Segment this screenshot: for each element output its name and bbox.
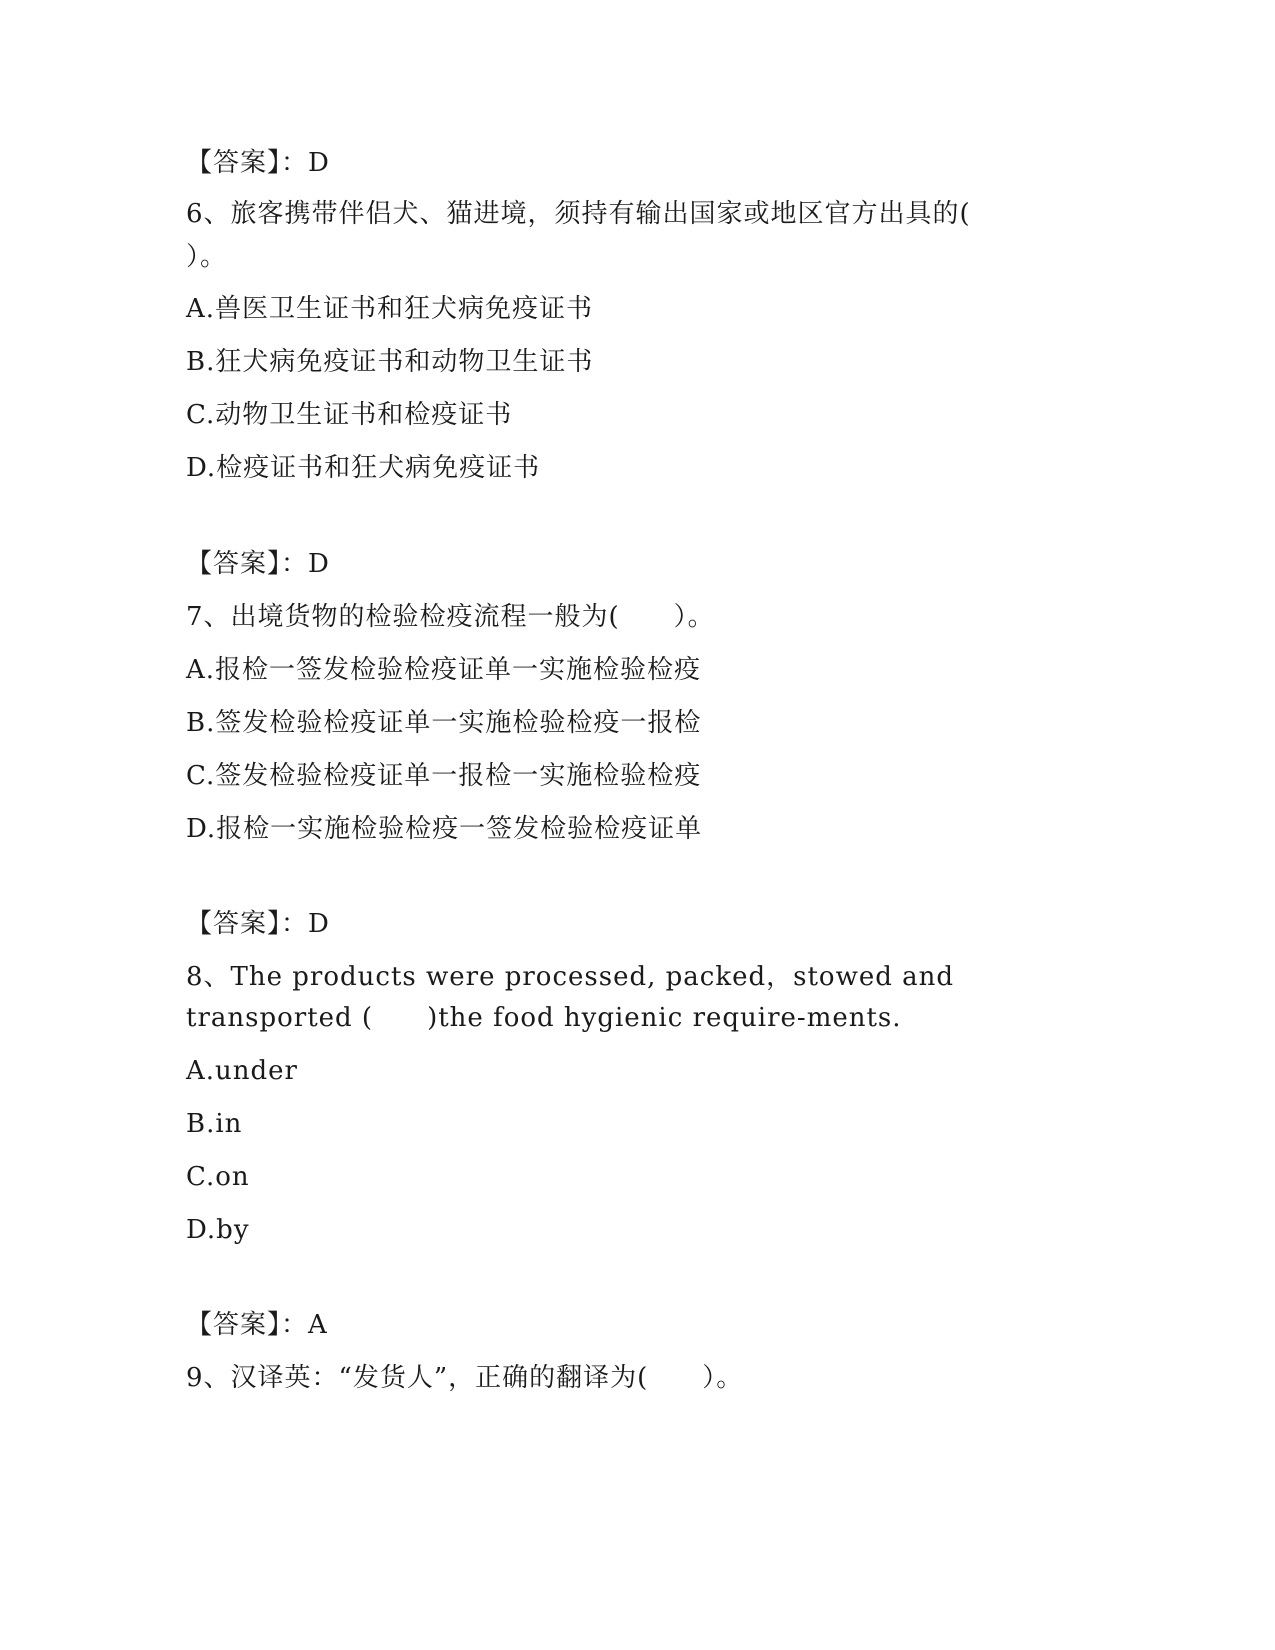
- option-8d: D.by: [186, 1215, 250, 1245]
- question-9: 9、汉译英：“发货人”，正确的翻译为( ）。: [186, 1363, 744, 1393]
- answer-7: 【答案】：D: [186, 909, 330, 939]
- option-8c: C.on: [186, 1162, 250, 1192]
- answer-8: 【答案】：A: [186, 1310, 328, 1340]
- option-7d: D.报检一实施检验检疫一签发检验检疫证单: [186, 814, 703, 844]
- question-6-line-2: ）。: [186, 242, 228, 272]
- option-7b: B.签发检验检疫证单一实施检验检疫一报检: [186, 708, 702, 738]
- option-8a: A.under: [186, 1056, 298, 1086]
- question-8-line-2: transported ( )the food hygienic require-ments.: [186, 1003, 902, 1033]
- question-8-line-1: 8、The products were processed, packed，stowed and: [186, 962, 955, 992]
- option-7a: A.报检一签发检验检疫证单一实施检验检疫: [186, 655, 702, 685]
- option-6d: D.检疫证书和狂犬病免疫证书: [186, 453, 541, 483]
- option-6b: B.狂犬病免疫证书和动物卫生证书: [186, 347, 594, 377]
- option-6c: C.动物卫生证书和检疫证书: [186, 400, 513, 430]
- answer-6: 【答案】：D: [186, 549, 330, 579]
- option-8b: B.in: [186, 1109, 243, 1139]
- answer-5: 【答案】：D: [186, 148, 330, 178]
- option-6a: A.兽医卫生证书和狂犬病免疫证书: [186, 294, 594, 324]
- option-7c: C.签发检验检疫证单一报检一实施检验检疫: [186, 761, 702, 791]
- question-7: 7、出境货物的检验检疫流程一般为( ）。: [186, 602, 715, 632]
- question-6-line-1: 6、旅客携带伴侣犬、猫进境，须持有输出国家或地区官方出具的(: [186, 199, 971, 229]
